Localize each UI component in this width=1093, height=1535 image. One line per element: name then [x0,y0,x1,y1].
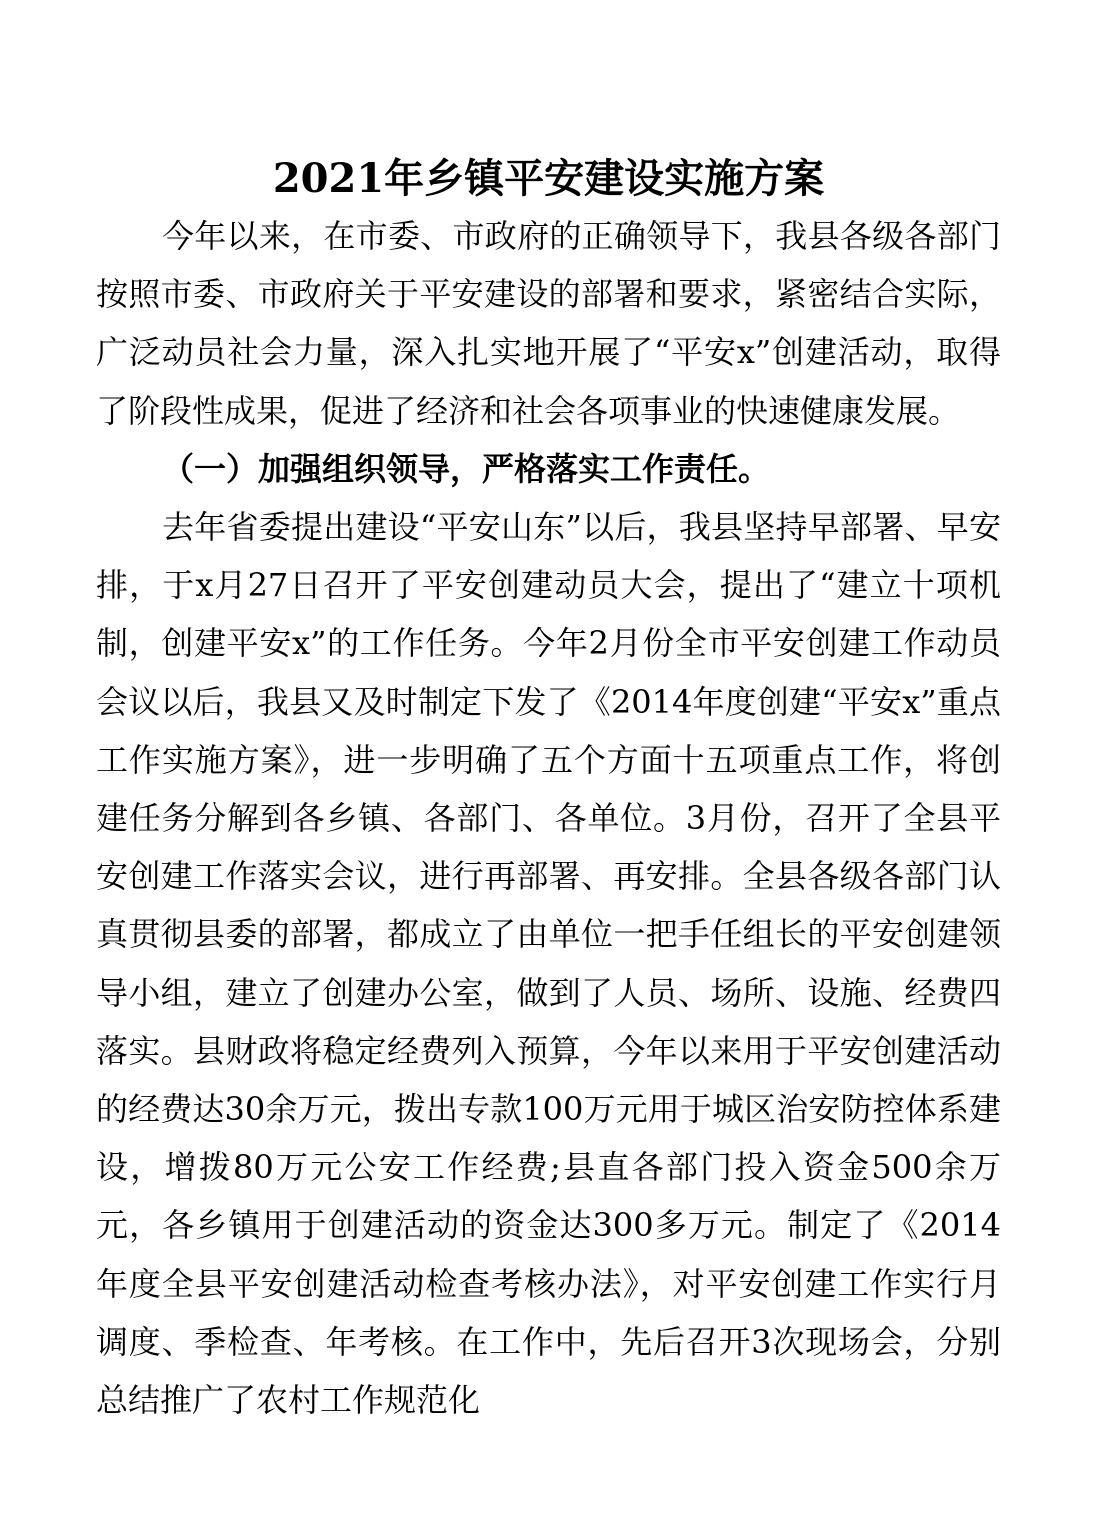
body-paragraph: 去年省委提出建设“平安山东”以后，我县坚持早部署、早安排，于x月27日召开了平安创建动员大会，提出了“建立十项机制，创建平安x”的工作任务。今年2月份全市平安创建工作动员会议以后，我县又及时制定下发了《2014年度创建“平安x”重点工作实施方案》，进一步明确了五个方面十五项重点工作，将创建任务分解到各乡镇、各部门、各单位。3月份，召开了全县平安创建工作落实会议，进行再部署、再安排。全县各级各部门认真贯彻县委的部署，都成立了由单位一把手任组长的平安创建领导小组，建立了创建办公室，做到了人员、场所、设施、经费四落实。县财政将稳定经费列入预算，今年以来用于平安创建活动的经费达30余万元，拨出专款100万元用于城区治安防控体系建设，增拨80万元公安工作经费;县直各部门投入资金500余万元，各乡镇用于创建活动的资金达300多万元。制定了《2014年度全县平安创建活动检查考核办法》，对平安创建工作实行月调度、季检查、年考核。在工作中，先后召开3次现场会，分别总结推广了农村工作规范化 [96,508,1001,1420]
document-title: 2021年乡镇平安建设实施方案 [272,155,825,202]
intro-paragraph: 今年以来，在市委、市政府的正确领导下，我县各级各部门按照市委、市政府关于平安建设的部署和要求，紧密结合实际，广泛动员社会力量，深入扎实地开展了“平安x”创建活动，取得了阶段性成果，促进了经济和社会各项事业的快速健康发展。 [96,217,1001,430]
section-heading: （一）加强组织领导，严格落实工作责任。 [162,449,771,488]
document-body [96,207,1001,1429]
